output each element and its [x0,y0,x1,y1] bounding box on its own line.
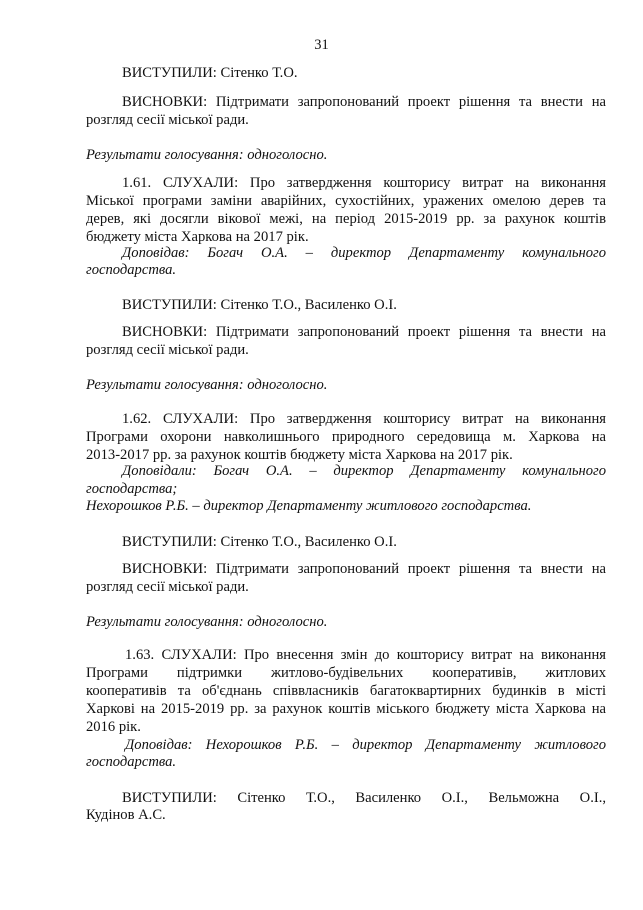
conclusion-line: розгляд сесії міської ради. [86,579,249,595]
speakers-line: ВИСТУПИЛИ: Сітенко Т.О., Василенко О.І. [122,534,397,550]
item-heading: 1.63. СЛУХАЛИ: Про внесення змін до кошторису витрат на виконання [125,647,606,663]
conclusion-line: розгляд сесії міської ради. [86,112,249,128]
item-text-line: Програми підтримки житлово-будівельних кооперативів, житлових [86,665,606,681]
conclusion-line: ВИСНОВКИ: Підтримати запропонований проект рішення та внести на [122,94,606,110]
item-text-line: Програми охорони навколишнього природного середовища м. Харкова на [86,429,606,445]
vote-result: Результати голосування: одноголосно. [86,377,328,393]
reporter-line: Доповідав: Нехорошков Р.Б. – директор Департаменту житлового [125,737,606,753]
item-text-line: Міської програми заміни аварійних, сухостійних, уражених омелою дерев та [86,193,606,209]
vote-result: Результати голосування: одноголосно. [86,147,328,163]
speakers-line: Кудінов А.С. [86,807,166,823]
conclusion-line: ВИСНОВКИ: Підтримати запропонований проект рішення та внести на [122,324,606,340]
reporter-line: господарства. [86,262,177,278]
item-text-line: 2016 рік. [86,719,141,735]
speakers-line: ВИСТУПИЛИ: Сітенко Т.О. [122,65,298,81]
speakers-line: ВИСТУПИЛИ: Сітенко Т.О., Василенко О.І., Вельможна О.І., [122,790,606,806]
speakers-line: ВИСТУПИЛИ: Сітенко Т.О., Василенко О.І. [122,297,397,313]
page-number: 31 [314,37,329,53]
conclusion-line: ВИСНОВКИ: Підтримати запропонований проект рішення та внести на [122,561,606,577]
vote-result: Результати голосування: одноголосно. [86,614,328,630]
item-heading: 1.61. СЛУХАЛИ: Про затвердження кошторису витрат на виконання [122,175,606,191]
reporter-line: господарства; [86,481,178,497]
item-text-line: кооперативів та об'єднань співвласників багатоквартирних будинків в місті [86,683,606,699]
item-heading: 1.62. СЛУХАЛИ: Про затвердження кошторису витрат на виконання [122,411,606,427]
reporter-line: Доповідали: Богач О.А. – директор Департаменту комунального [122,463,606,479]
reporter-line: Нехорошков Р.Б. – директор Департаменту житлового господарства. [86,498,532,514]
item-text-line: Харкові на 2015-2019 рр. за рахунок коштів міського бюджету міста Харкова на [86,701,606,717]
item-text-line: бюджету міста Харкова на 2017 рік. [86,229,309,245]
item-text-line: 2013-2017 рр. за рахунок коштів бюджету міста Харкова на 2017 рік. [86,447,513,463]
item-text-line: дерев, які досягли вікової межі, на період 2015-2019 рр. за рахунок коштів [86,211,606,227]
conclusion-line: розгляд сесії міської ради. [86,342,249,358]
reporter-line: господарства. [86,754,177,770]
reporter-line: Доповідав: Богач О.А. – директор Департаменту комунального [122,245,606,261]
